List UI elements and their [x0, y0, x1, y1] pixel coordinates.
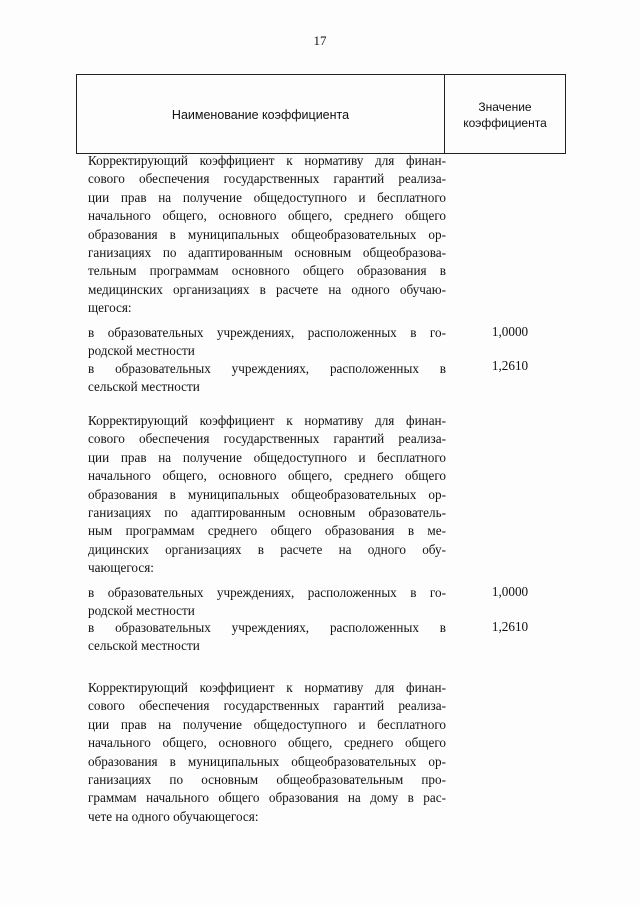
text-line: Корректирующий коэффициент к нормативу для финан- [88, 680, 446, 695]
section-1-description [88, 152, 446, 318]
text-line: Корректирующий коэффициент к нормативу для финан- [88, 413, 446, 428]
text-line: Корректирующий коэффициент к нормативу для финан- [88, 153, 446, 168]
section-2-item-rural [88, 619, 446, 655]
text-line: ганизациях по основным общеобразовательным про- [88, 772, 446, 788]
section-1-item-urban [88, 324, 446, 360]
text-line: в образовательных учреждениях, расположенных в [88, 620, 446, 635]
text-line: ганизациях по адаптированным основным образователь- [88, 505, 446, 521]
section-2-item-urban [88, 584, 446, 620]
text-line: сельской местности [88, 638, 200, 653]
section-2-value-rural: 1,2610 [491, 619, 529, 634]
text-line: начального общего, основного общего, среднего общего [88, 208, 446, 224]
text-line: в образовательных учреждениях, расположенных в го- [88, 325, 446, 340]
text-line: в образовательных учреждениях, расположенных в [88, 361, 446, 376]
text-line: ганизациях по адаптированным основным общеобразова- [88, 245, 446, 261]
text-line: тельным программам основного общего образования в [88, 263, 446, 279]
text-line: родской местности [88, 603, 195, 618]
section-1-value-urban: 1,0000 [491, 324, 529, 339]
text-line: чете на одного обучающегося: [88, 808, 259, 824]
text-line: ным программам среднего общего образования в ме- [88, 523, 446, 539]
text-line: образования в муниципальных общеобразовательных ор- [88, 226, 446, 242]
section-3-description [88, 679, 446, 826]
text-line: родской местности [88, 343, 195, 358]
text-line: ции прав на получение общедоступного и бесплатного [88, 716, 446, 732]
section-2-value-urban: 1,0000 [491, 584, 529, 599]
page-number: 17 [313, 33, 327, 48]
text-line: образования в муниципальных общеобразовательных ор- [88, 753, 446, 769]
text-line: граммам начального общего образования на дому в рас- [88, 790, 446, 806]
table-header [76, 74, 566, 154]
value-column-header-line1: Значение [478, 100, 532, 114]
text-line: медицинских организациях в расчете на одного обучаю- [88, 281, 446, 297]
text-line: в образовательных учреждениях, расположенных в го- [88, 585, 446, 600]
name-column-header: Наименование коэффициента [171, 108, 350, 122]
text-line: образования в муниципальных общеобразовательных ор- [88, 486, 446, 502]
text-line: щегося: [88, 300, 132, 316]
section-1-item-rural [88, 360, 446, 396]
text-line: ции прав на получение общедоступного и бесплатного [88, 449, 446, 465]
section-2-description [88, 412, 446, 578]
text-line: начального общего, основного общего, среднего общего [88, 468, 446, 484]
text-line: дицинских организациях в расчете на одного обу- [88, 541, 446, 557]
text-line: начального общего, основного общего, среднего общего [88, 735, 446, 751]
text-line: сового обеспечения государственных гарантий реализа- [88, 171, 446, 187]
section-1-value-rural: 1,2610 [491, 358, 529, 373]
text-line: чающегося: [88, 560, 154, 576]
text-line: сельской местности [88, 379, 200, 394]
text-line: сового обеспечения государственных гарантий реализа- [88, 698, 446, 714]
value-column-header-line2: коэффициента [463, 116, 547, 130]
text-line: ции прав на получение общедоступного и бесплатного [88, 189, 446, 205]
value-column-header [444, 75, 566, 155]
text-line: сового обеспечения государственных гарантий реализа- [88, 431, 446, 447]
